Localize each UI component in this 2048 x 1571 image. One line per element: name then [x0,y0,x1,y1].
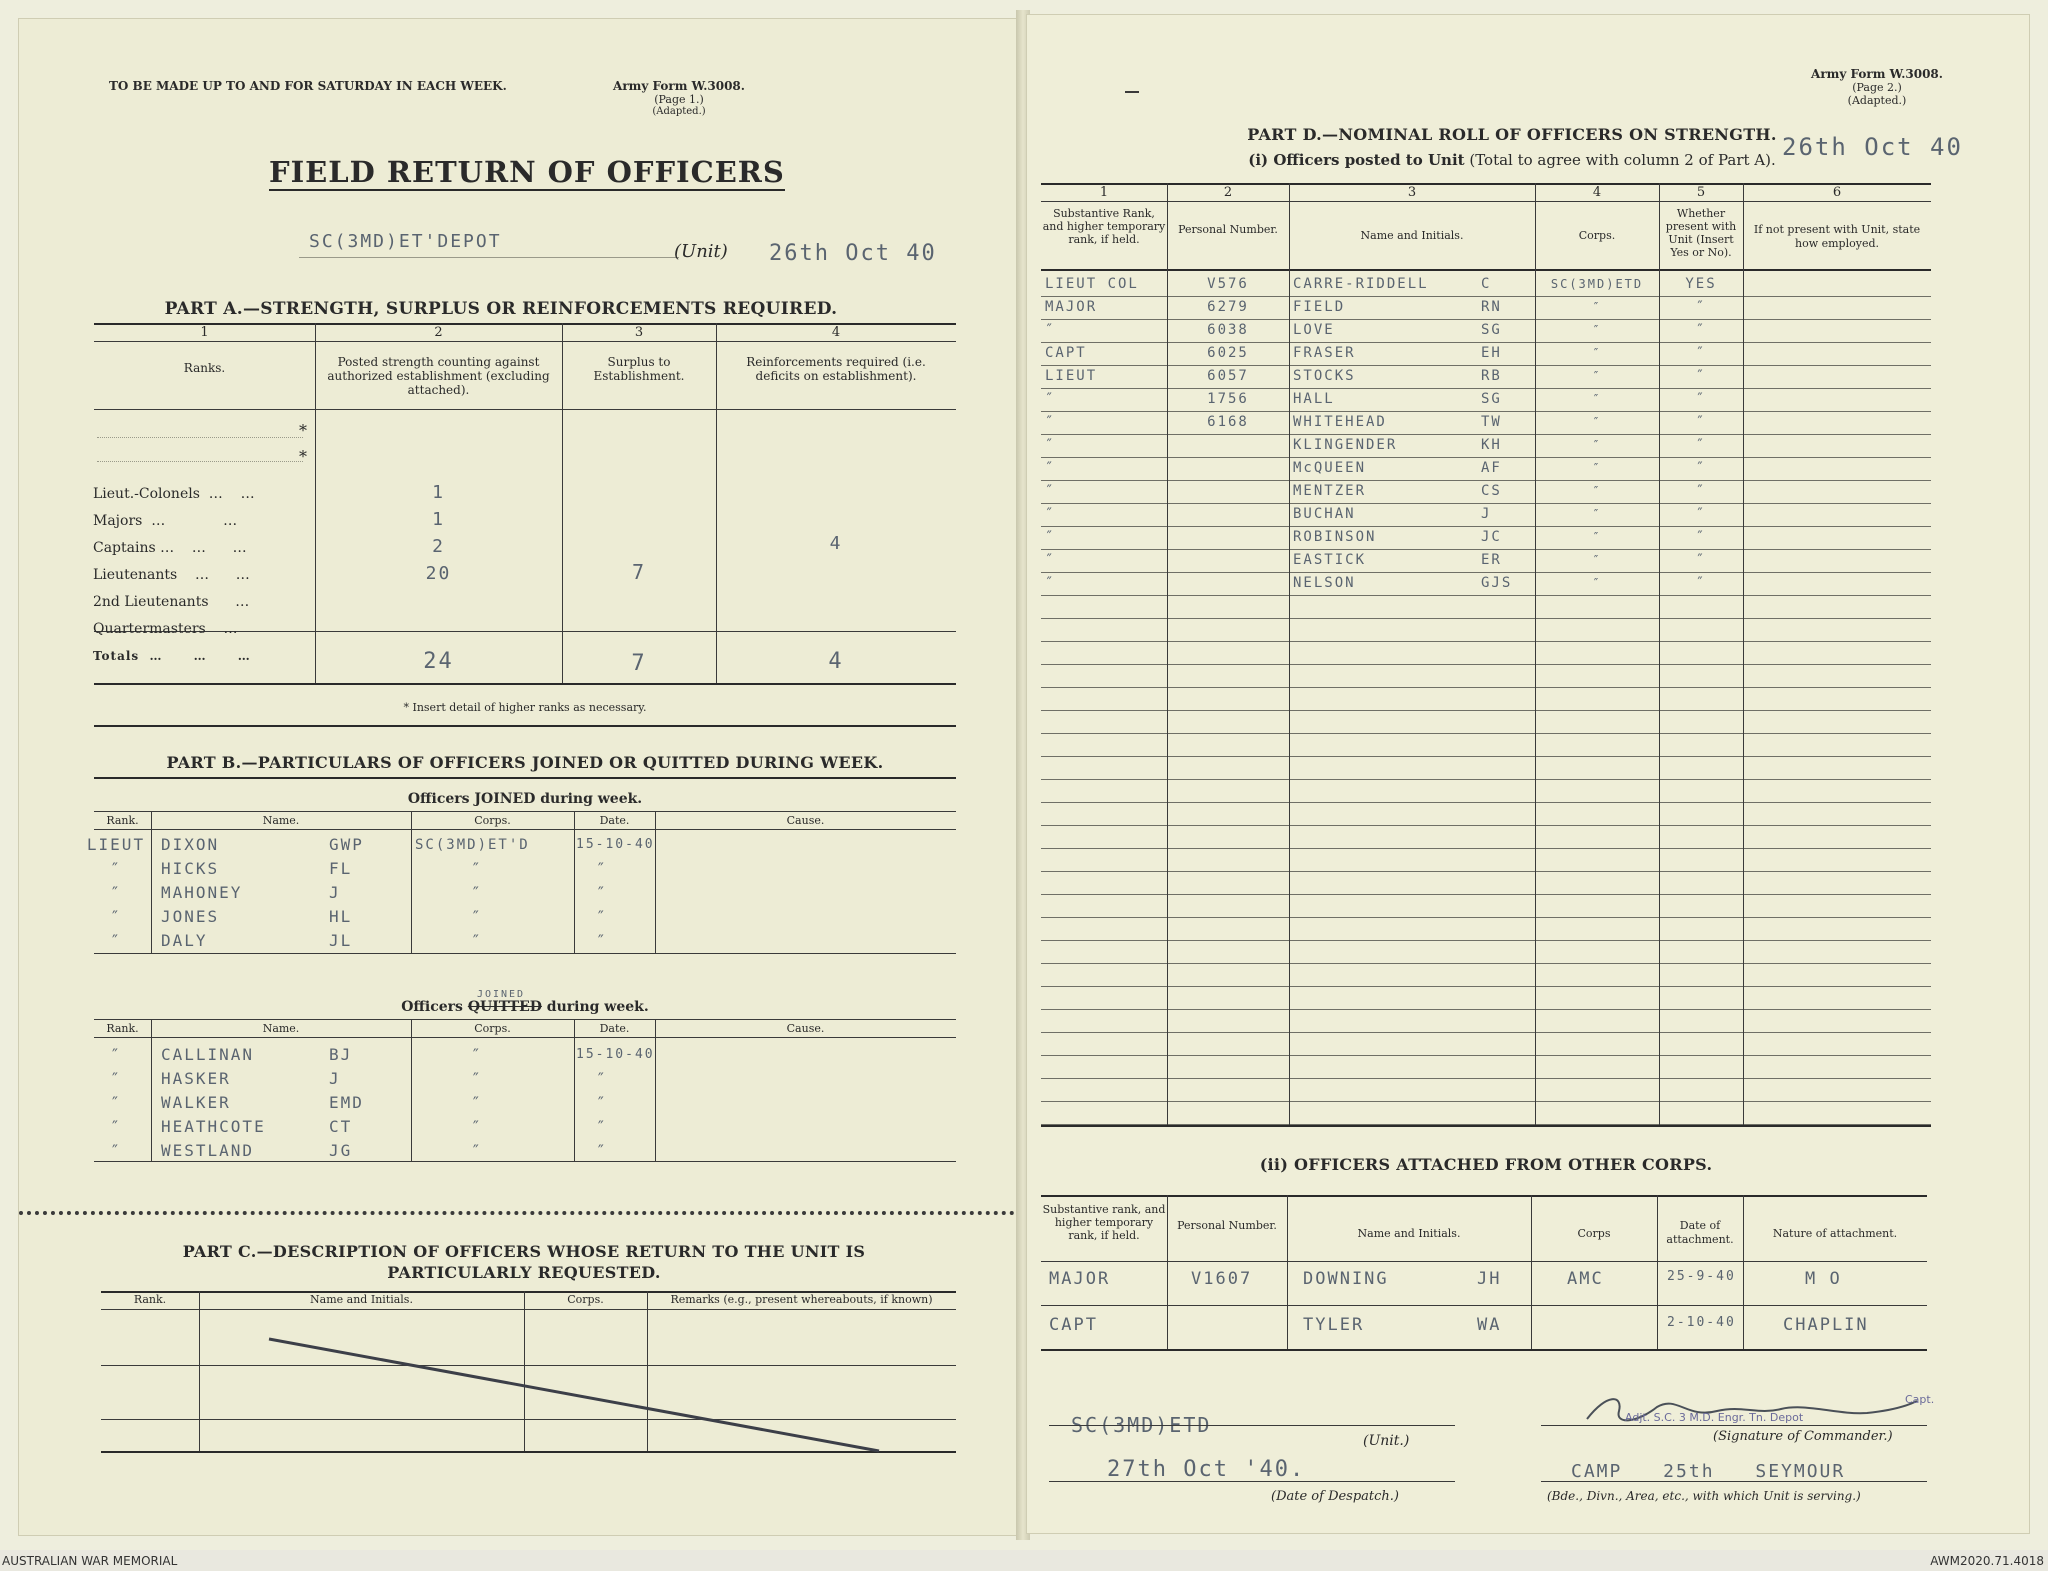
adjutant-stamp: Adjt. S.C. 3 M.D. Engr. Tn. Depot [1625,1411,1804,1424]
part-b-heading: PART B.—PARTICULARS OF OFFICERS JOINED OR QUITTED DURING WEEK. [166,753,884,772]
col-ranks: Ranks. [183,361,226,375]
form-id: Army Form W.3008. [613,79,745,93]
posted-values: 1 1 2 20 [425,482,452,584]
surplus-lieutenants: 7 [631,560,647,584]
table-row: ″ KLINGENDER KH ″ ″ [1045,437,1707,453]
part-c-heading: PART C.—DESCRIPTION OF OFFICERS WHOSE RETURN TO THE UNIT IS PARTICULARLY REQUESTED. [182,1242,866,1282]
credit-right: AWM2020.71.4018 [1930,1554,2044,1568]
unit-value: SC(3MD)ET'DEPOT [309,231,502,252]
attached-heading: (ii) OFFICERS ATTACHED FROM OTHER CORPS. [1259,1155,1713,1174]
table-row: ″ 6038 LOVE SG ″ ″ [1045,322,1707,338]
joined-rows [81,833,961,953]
signature-label: (Signature of Commander.) [1713,1429,1893,1444]
total-surplus: 7 [631,651,647,676]
reinf-captains: 4 [829,533,843,554]
table-row: ″ EASTICK ER ″ ″ [1045,552,1707,568]
totals-label: Totals … … … [93,649,251,663]
footer-unit-label: (Unit.) [1363,1433,1410,1449]
col-posted: Posted strength counting against authorized establishment (excluding attached). [327,355,550,397]
table-row: ″ HASKER J ″ ″ [110,1069,608,1088]
table-row: MAJOR 6279 FIELD RN ″ ″ [1045,299,1707,315]
quitted-rows [81,1043,961,1163]
rank-row: 2nd Lieutenants … [93,594,250,610]
table-row: ″ WALKER EMD ″ ″ [110,1093,608,1112]
part-a-ranks [93,481,313,643]
part-d-heading: PART D.—NOMINAL ROLL OF OFFICERS ON STRENGTH. [1247,125,1777,144]
table-row: ″ ROBINSON JC ″ ″ [1045,529,1707,545]
table-row: ″ 1756 HALL SG ″ ″ [1045,391,1707,407]
table-row: ″ HICKS FL ″ ″ [110,859,608,878]
part-a-footnote: * Insert detail of higher ranks as necessary. [403,701,647,714]
table-row: ″ CALLINAN BJ ″ 15-10-40 [110,1045,655,1064]
adapted-label: (Adapted.) [652,106,706,117]
table-row: LIEUT COL V576 CARRE-RIDDELL C SC(3MD)ETD YES [1045,276,1717,292]
rank-row: Quartermasters … [93,621,238,637]
week-note: TO BE MADE UP TO AND FOR SATURDAY IN EACH WEEK. [109,79,507,93]
cancel-stroke [259,1329,899,1459]
table-row: ″ 6168 WHITEHEAD TW ″ ″ [1045,414,1707,430]
date-value: 26th Oct 40 [1782,133,1963,161]
table-row: ″ DALY JL ″ ″ [110,931,608,950]
table-row: ″ JONES HL ″ ″ [110,907,608,926]
rank-row: Captains … … … [93,540,247,556]
col-reinforcements: Reinforcements required (i.e. deficits on establishment). [746,355,926,383]
despatch-value: 27th Oct '40. [1107,1457,1306,1482]
total-reinf: 4 [828,649,844,674]
form-id: Army Form W.3008. [1811,67,1943,81]
page-label: (Page 2.) [1852,81,1902,94]
table-row: ″ MAHONEY J ″ ″ [110,883,608,902]
capt-stamp: Capt. [1905,1393,1935,1406]
table-row: LIEUT 6057 STOCKS RB ″ ″ [1045,368,1707,384]
despatch-label: (Date of Despatch.) [1271,1489,1400,1504]
page-1: TO BE MADE UP TO AND FOR SATURDAY IN EACH WEEK. Army Form W.3008. (Page 1.) (Adapted.) FIELD RETURN OF OFFICERS SC(3MD)ET'DEPOT (Unit) 26th Oct 40 PART A.—STRENGTH, SURPLUS OR REINFORCEMENTS REQUIRED. 1 2 3 4 Ranks. Posted strength counting against authorized establishment (excluding attached). Surplus to Establishment. Reinforcements required (i.e. deficits on establishment). * * Lieut.-Colonels … … Majors … … Captains … … … Lieutenants … … 2nd Lieutenants … Quartermasters … 1 1 2 20 7 4 Totals … … … 24 7 4 * Insert detail of higher ranks as necessary. PART B.—PARTICULARS OF OFFICERS JOINED OR QUITTED DURING WEEK. Officers JOINED during week. Rank. Name. Corps. Date. Cause. LIEUT DIXON GWP SC(3MD)ET'D 15-10-40 ″ HICKS FL ″ ″ ″ MAHONEY J ″ ″ ″ JONES HL ″ ″ ″ DALY JL ″ ″ JOINED Officers QUITTED during week. Rank. Name. Corps. Date. Cause. ″ CALLINAN BJ ″ 15-10-40 ″ HASKER J ″ ″ ″ WALKER EMD ″ ″ ″ HEATHCOTE CT ″ ″ ″ WESTLAND JG ″ ″ PART C.—DESCRIPTION OF OFFICERS WHOSE RETURN TO THE UNIT IS PARTICULARLY REQUESTED. Rank. Name and Initials. Corps. Remarks (e.g., present whereabouts, if known) [18,18,1022,1536]
part-a-heading: PART A.—STRENGTH, SURPLUS OR REINFORCEMENTS REQUIRED. [164,299,838,319]
page-title: FIELD RETURN OF OFFICERS [269,155,785,189]
table-row: ″ McQUEEN AF ″ ″ [1045,460,1707,476]
adapted-label: (Adapted.) [1847,94,1907,107]
date-value: 26th Oct 40 [769,241,937,266]
part-d-subheading: (i) Officers posted to Unit (Total to agree with column 2 of Part A). [1248,151,1776,169]
col-surplus: Surplus to Establishment. [593,355,685,383]
table-row: CAPT 6025 FRASER EH ″ ″ [1045,345,1707,361]
page-2: Army Form W.3008. (Page 2.) (Adapted.) PART D.—NOMINAL ROLL OF OFFICERS ON STRENGTH. (i) Officers posted to Unit (Total to agree with column 2 of Part A). 26th Oct 40 1 2 3 4 5 6 Substantive Rank, and higher temporary rank, if held. Personal Number. Name and Initials. Corps. Whether present with Unit (Insert Yes or No). If not present with Unit, state how employed. LIEUT COL V576 CARRE-RIDDELL C SC(3MD)ETD YES MAJOR 6279 FIELD RN ″ ″ ″ 6038 LOVE SG ″ ″ CAPT 6025 FRASER EH ″ ″ LIEUT 6057 STOCKS RB ″ ″ ″ 1756 HALL SG ″ ″ ″ 6168 WHITEHEAD TW ″ ″ ″ KLINGENDER KH ″ ″ ″ McQUEEN AF ″ ″ ″ MENTZER CS ″ ″ ″ BUCHAN J ″ ″ ″ ROBINSON JC ″ ″ ″ EASTICK ER ″ ″ ″ NELSON GJS ″ ″ (ii) OFFICERS ATTACHED FROM OTHER CORPS. Substantive rank, and higher temporary rank, if held. Personal Number. Name and Initials. Corps Date of attachment. Nature of attachment. MAJOR V1607 DOWNING JH AMC 25-9-40 M O CAPT TYLER WA 2-10-40 CHAPLIN SC(3MD)ETD (Unit.) 27th Oct '40. (Date of Despatch.) Adjt. S.C. 3 M.D. Engr. Tn. Depot Capt. (Signature of Commander.) CAMP 25th SEYMOUR (Bde., Divn., Area, etc., with which Unit is serving.) [1026,14,2030,1534]
table-row: ″ WESTLAND JG ″ ″ [110,1141,608,1160]
page-label: (Page 1.) [654,93,704,106]
total-posted: 24 [423,649,454,674]
quitted-title: Officers QUITTED during week. [401,999,649,1015]
table-row: ″ HEATHCOTE CT ″ ″ [110,1117,608,1136]
serving-value: CAMP 25th SEYMOUR [1571,1461,1846,1482]
serving-label: (Bde., Divn., Area, etc., with which Unit is serving.) [1547,1489,1861,1503]
credit-left: AUSTRALIAN WAR MEMORIAL [2,1554,178,1568]
table-row: ″ MENTZER CS ″ ″ [1045,483,1707,499]
roll-rows [1041,273,1931,595]
unit-label: (Unit) [674,241,728,262]
rank-row: Lieut.-Colonels … … [93,486,255,502]
joined-title: Officers JOINED during week. [407,791,643,807]
table-row: ″ NELSON GJS ″ ″ [1045,575,1707,591]
footer-unit-value: SC(3MD)ETD [1071,1413,1212,1437]
tear-line [19,1211,1023,1215]
rank-row: Majors … … [93,513,238,529]
table-row: ″ BUCHAN J ″ ″ [1045,506,1707,522]
table-row: LIEUT DIXON GWP SC(3MD)ET'D 15-10-40 [86,835,655,854]
quitted-correction: JOINED [476,989,526,1000]
rank-row: Lieutenants … … [93,567,250,583]
